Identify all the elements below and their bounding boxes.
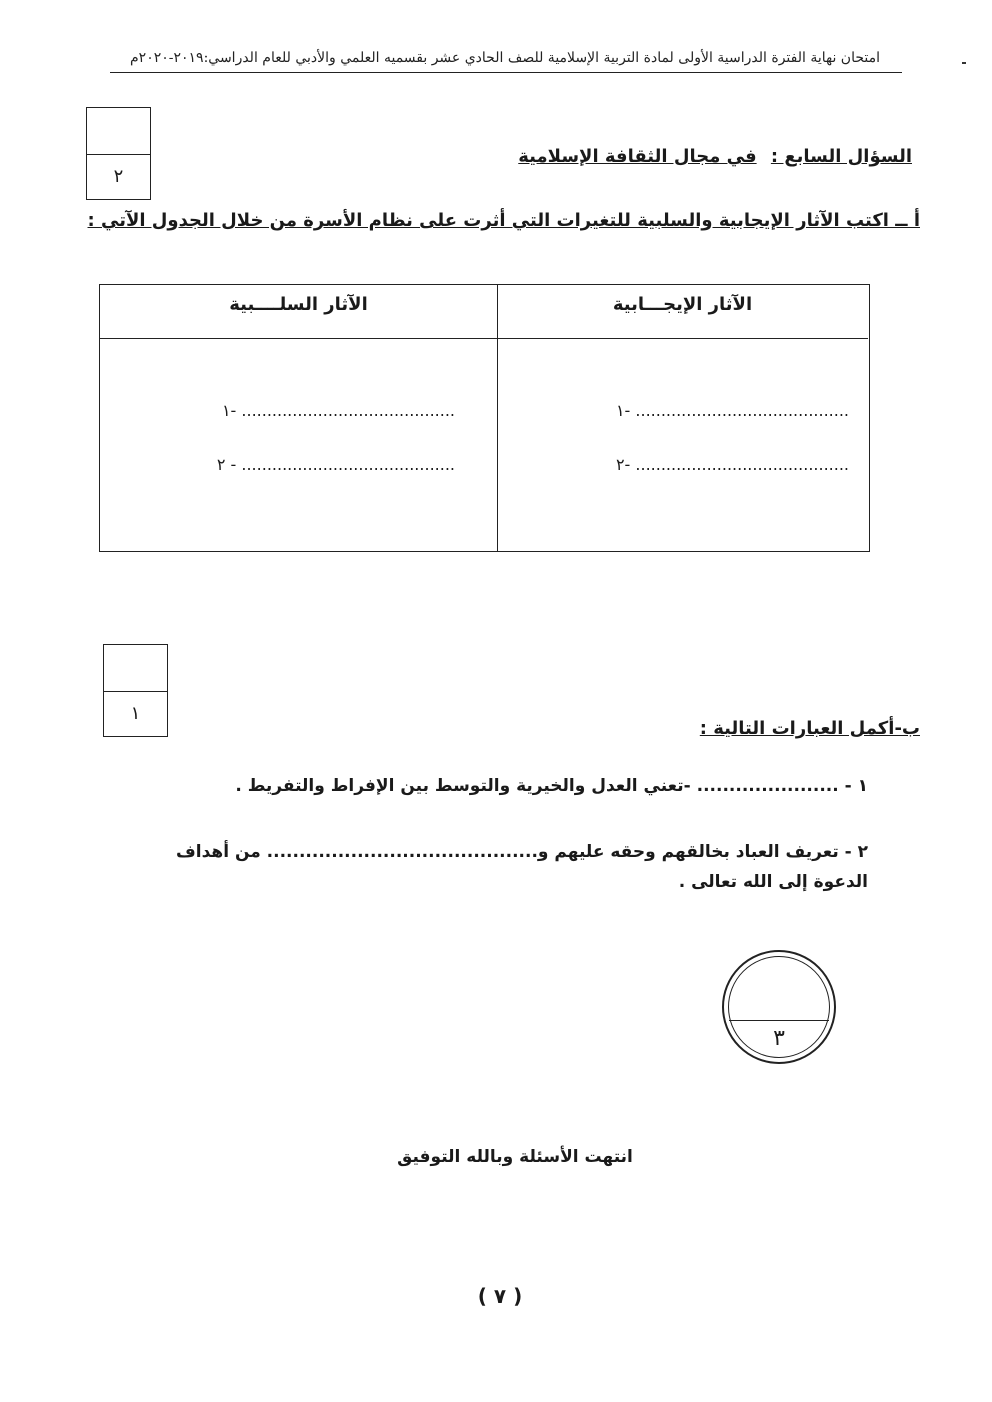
score-box-blank [87,108,150,155]
question7-heading [518,146,912,167]
question7-label: السؤال السابع : [770,146,912,167]
negative-effect-row-1: ١- .......................................... [221,401,455,420]
score-box-value: ٢ [113,166,124,187]
score-box-part-b [103,644,168,737]
score-box-blank [104,645,167,692]
total-score-divider [729,1020,829,1021]
question7-topic: في مجال الثقافة الإسلامية [518,146,757,167]
part-b-instruction: ب-أكمل العبارات التالية : [699,718,920,739]
negative-effects-header: الآثار السلــــبية [100,285,497,339]
table-column-divider [497,285,498,551]
exam-header: امتحان نهاية الفترة الدراسية الأولى لمادة التربية الإسلامية للصف الحادي عشر بقسميه العلمي والأدبي للعام الدراسي:٢٠١٩-٢٠٢٠م [130,50,880,66]
score-box-part-a [86,107,151,200]
score-box-value: ١ [130,703,141,724]
page-number: ( ٧ ) [477,1284,523,1308]
closing-text: انتهت الأسئلة وبالله التوفيق [397,1147,633,1167]
positive-effect-row-1: ١- .......................................... [615,401,849,420]
scan-mark [962,62,966,64]
total-score-value: ٣ [773,1026,785,1051]
statement-2-line-1: ٢ - تعريف العباد بخالقهم وحقه عليهم و.......................................... من أهداف [176,842,868,862]
header-rule [110,72,902,73]
positive-effect-row-2: ٢- .......................................... [615,455,849,474]
positive-effects-header: الآثار الإيجـــابية [497,285,868,339]
part-a-instruction: أ ــ اكتب الآثار الإيجابية والسلبية للتغيرات التي أثرت على نظام الأسرة من خلال الجدول الآتي : [87,210,920,231]
statement-2-line-2: الدعوة إلى الله تعالى . [678,872,868,892]
negative-effect-row-2: ٢ - .......................................... [216,455,455,474]
effects-table [99,284,870,552]
statement-1: ١ - ...................... -تعني العدل والخيرية والتوسط بين الإفراط والتفريط . [235,776,868,796]
